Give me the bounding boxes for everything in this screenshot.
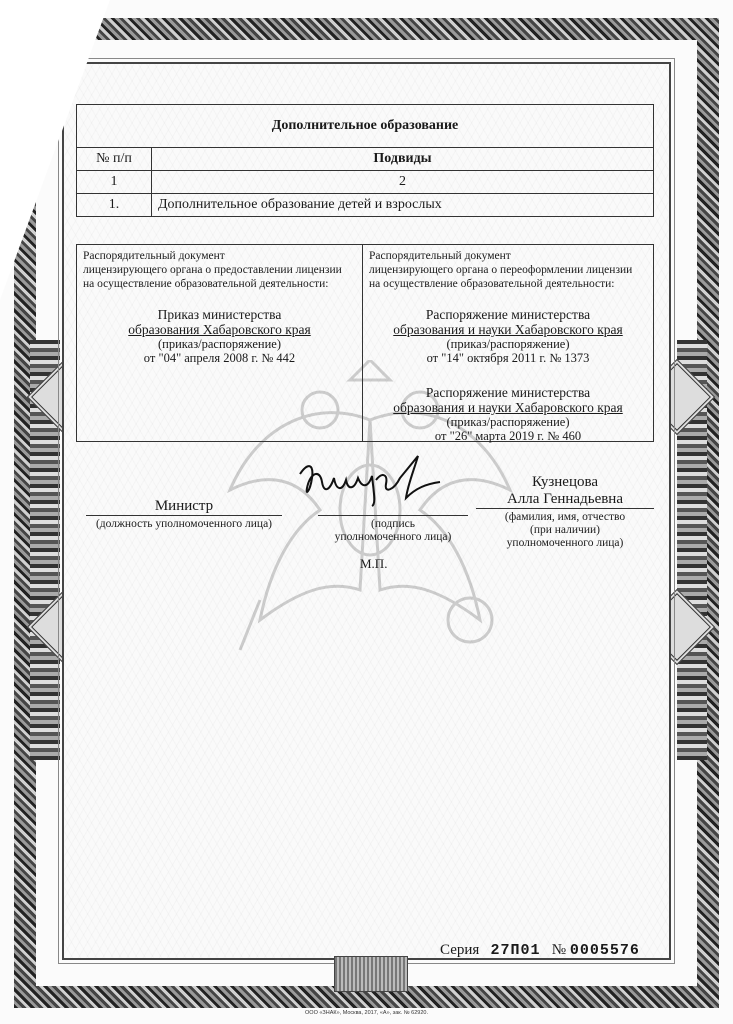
table-row [77, 194, 654, 217]
name-caption-3: уполномоченного лица) [506, 537, 624, 549]
hologram-sticker [334, 956, 408, 992]
reissue-document-column [363, 245, 653, 441]
reissue-caption-line-2: лицензирующего органа о переоформлении лицензии [369, 264, 633, 276]
column-number-1: 1 [77, 171, 152, 194]
column-header-subtypes: Подвиды [152, 148, 654, 171]
grant-document-column [77, 245, 363, 441]
printer-imprint: ООО «ЗНАК», Москва, 2017, «А», зак. № 62920. [305, 1010, 428, 1016]
reissue-order-2-date: от "26" марта 2019 г. № 460 [434, 429, 582, 443]
number-sign: № [551, 942, 567, 958]
series-label: Серия [440, 942, 480, 958]
series-value: 27П01 [490, 942, 541, 959]
number-value: 0005576 [569, 942, 640, 959]
name-line-1: Кузнецова [531, 474, 599, 490]
reissue-caption-line-3: на осуществление образовательной деятельности: [369, 278, 615, 290]
position-caption: (должность уполномоченного лица) [95, 518, 273, 530]
row-subtype: Дополнительное образование детей и взрослых [152, 194, 654, 217]
grant-order-title: Приказ министерства образования Хабаровского края [128, 307, 311, 337]
column-number-2: 2 [152, 171, 654, 194]
column-header-number: № п/п [77, 148, 152, 171]
grant-caption-line-3: на осуществление образовательной деятельности: [83, 278, 329, 290]
reissue-order-2-title: Распоряжение министерства образования и науки Хабаровского края [393, 385, 623, 415]
official-position [86, 486, 282, 531]
education-subtypes-table [76, 104, 654, 217]
row-number: 1. [77, 194, 152, 217]
stamp-place: М.П. [360, 556, 388, 571]
name-caption-2: (при наличии) [530, 524, 600, 536]
administrative-documents-block [76, 244, 654, 442]
position-value: Министр [86, 498, 282, 516]
name-line-2: Алла Геннадьевна [476, 491, 654, 509]
reissue-order-2-type: (приказ/распоряжение) [446, 415, 570, 429]
reissue-order-1-date: от "14" октября 2011 г. № 1373 [426, 351, 590, 365]
signature-caption-2: уполномоченного лица) [334, 531, 452, 543]
grant-caption-line-2: лицензирующего органа о предоставлении лицензии [83, 264, 342, 276]
reissue-order-1-type: (приказ/распоряжение) [446, 337, 570, 351]
signature-caption-1: (подпись [371, 518, 415, 530]
reissue-order-1-title: Распоряжение министерства образования и науки Хабаровского края [393, 307, 623, 337]
grant-caption-line-1: Распорядительный документ [83, 250, 225, 262]
grant-order-date: от "04" апреля 2008 г. № 442 [143, 351, 296, 365]
form-series-number [440, 942, 640, 959]
handwritten-signature [290, 454, 450, 510]
grant-order-type: (приказ/распоряжение) [157, 337, 282, 351]
name-caption-1: (фамилия, имя, отчество [504, 511, 626, 523]
official-name [476, 474, 654, 550]
table-title: Дополнительное образование [77, 105, 654, 148]
reissue-caption-line-1: Распорядительный документ [369, 250, 511, 262]
